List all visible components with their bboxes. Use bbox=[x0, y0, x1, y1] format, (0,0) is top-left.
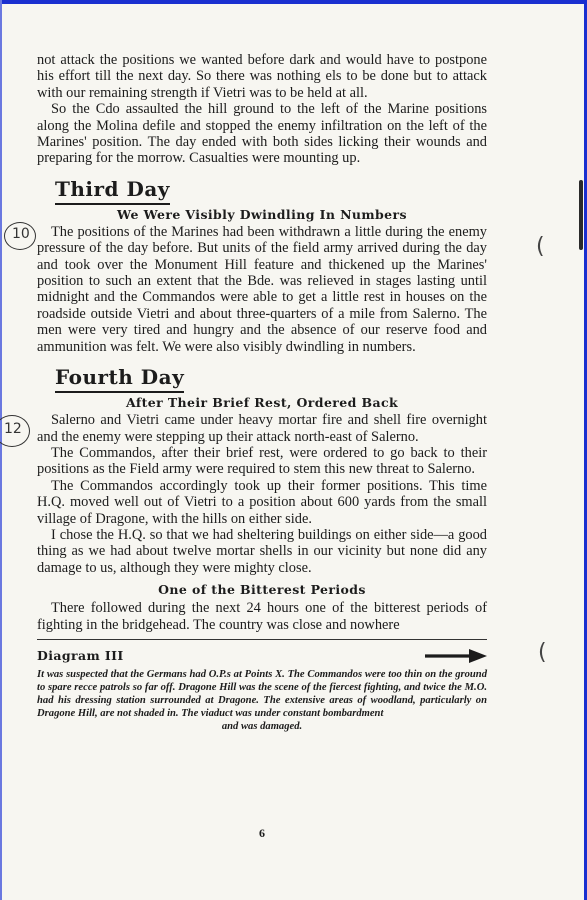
margin-bracket-bottom: ( bbox=[538, 640, 547, 665]
right-arrow-icon bbox=[425, 649, 487, 663]
section-title-third-day: Third Day bbox=[55, 175, 170, 205]
diagram-header bbox=[37, 646, 487, 666]
paragraph-ordered-back: The Commandos, after their brief rest, were ordered to go back to their positions as the Field army were required to stem this new threat to Salerno. bbox=[37, 444, 487, 478]
subhead-bitterest-periods: One of the Bitterest Periods bbox=[158, 582, 366, 598]
diagram-label: Diagram III bbox=[37, 648, 124, 664]
subhead-ordered-back: After Their Brief Rest, Ordered Back bbox=[125, 395, 399, 411]
binding-mark-top bbox=[579, 180, 583, 250]
margin-bracket-top: ( bbox=[536, 234, 545, 259]
paragraph-hq-shelter: I chose the H.Q. so that we had sheltering buildings on either side—a good thing as we had about twelve mortar shells in our vicinity but none did any damage to us, although they were mighty close. bbox=[37, 526, 487, 576]
paragraph-continued: not attack the positions we wanted before dark and would have to postpone his effort till the next day. So there was nothing els to be done but to attack with our remaining strength if Vietri was to be held at all. bbox=[37, 52, 487, 101]
margin-note-10: 10 bbox=[12, 226, 30, 242]
scan-smudge bbox=[28, 870, 68, 888]
diagram-caption-end: and was damaged. bbox=[221, 720, 303, 732]
window-border-top bbox=[0, 0, 587, 4]
subhead-dwindling: We Were Visibly Dwindling In Numbers bbox=[117, 206, 407, 222]
diagram-caption: It was suspected that the Germans had O.P.s at Points X. The Commandos were too thin on the ground to spare recce patrols so far off. Dragone Hill was the scene of the fiercest fighting, and twice the M.O. had his dressing station surrounded at Dragone. The extensive areas of woodland, particularly on Dragone Hill, are not shaded in. The viaduct was under constant bombardment bbox=[37, 668, 487, 719]
page-content bbox=[37, 52, 487, 733]
paragraph-cdo-assault: So the Cdo assaulted the hill ground to the left of the Marine positions along the Molina defile and stopped the enemy infiltration on the left of the Marines' position. The day ended with both sides licking their wounds and preparing for the morrow. Casualties were mounting up. bbox=[37, 101, 487, 167]
paragraph-mortar-fire: Salerno and Vietri came under heavy mortar fire and shell fire overnight and the enemy were stepping up their attack north-east of Salerno. bbox=[37, 412, 487, 445]
margin-note-12: 12 bbox=[4, 421, 22, 437]
paragraph-third-day: The positions of the Marines had been withdrawn a little during the enemy pressure of the day before. But units of the field army arrived during the day and took over the Monument Hill feature and thickened up the Marines' position to such an extent that the Bde. was relieved in stages lasting until midnight and the Commandos were able to get a little rest in houses on the roadside outside Vietri and about three-quarters of a mile from Salerno. The men were very tired and hungry and the absence of our reserve food and ammunition was felt. We were also visibly dwindling in numbers. bbox=[37, 223, 487, 355]
page-number: 6 bbox=[259, 826, 265, 840]
paragraph-former-positions: The Commandos accordingly took up their former positions. This time H.Q. moved well out of Vietri to a position about 600 yards from the small village of Dragone, with the hills on either side. bbox=[37, 477, 487, 527]
divider-rule bbox=[37, 639, 487, 640]
paragraph-bitterest: There followed during the next 24 hours one of the bitterest periods of fighting in the bridgehead. The country was close and nowhere bbox=[37, 600, 487, 633]
section-title-fourth-day: Fourth Day bbox=[55, 363, 184, 393]
window-border-left bbox=[0, 0, 2, 900]
